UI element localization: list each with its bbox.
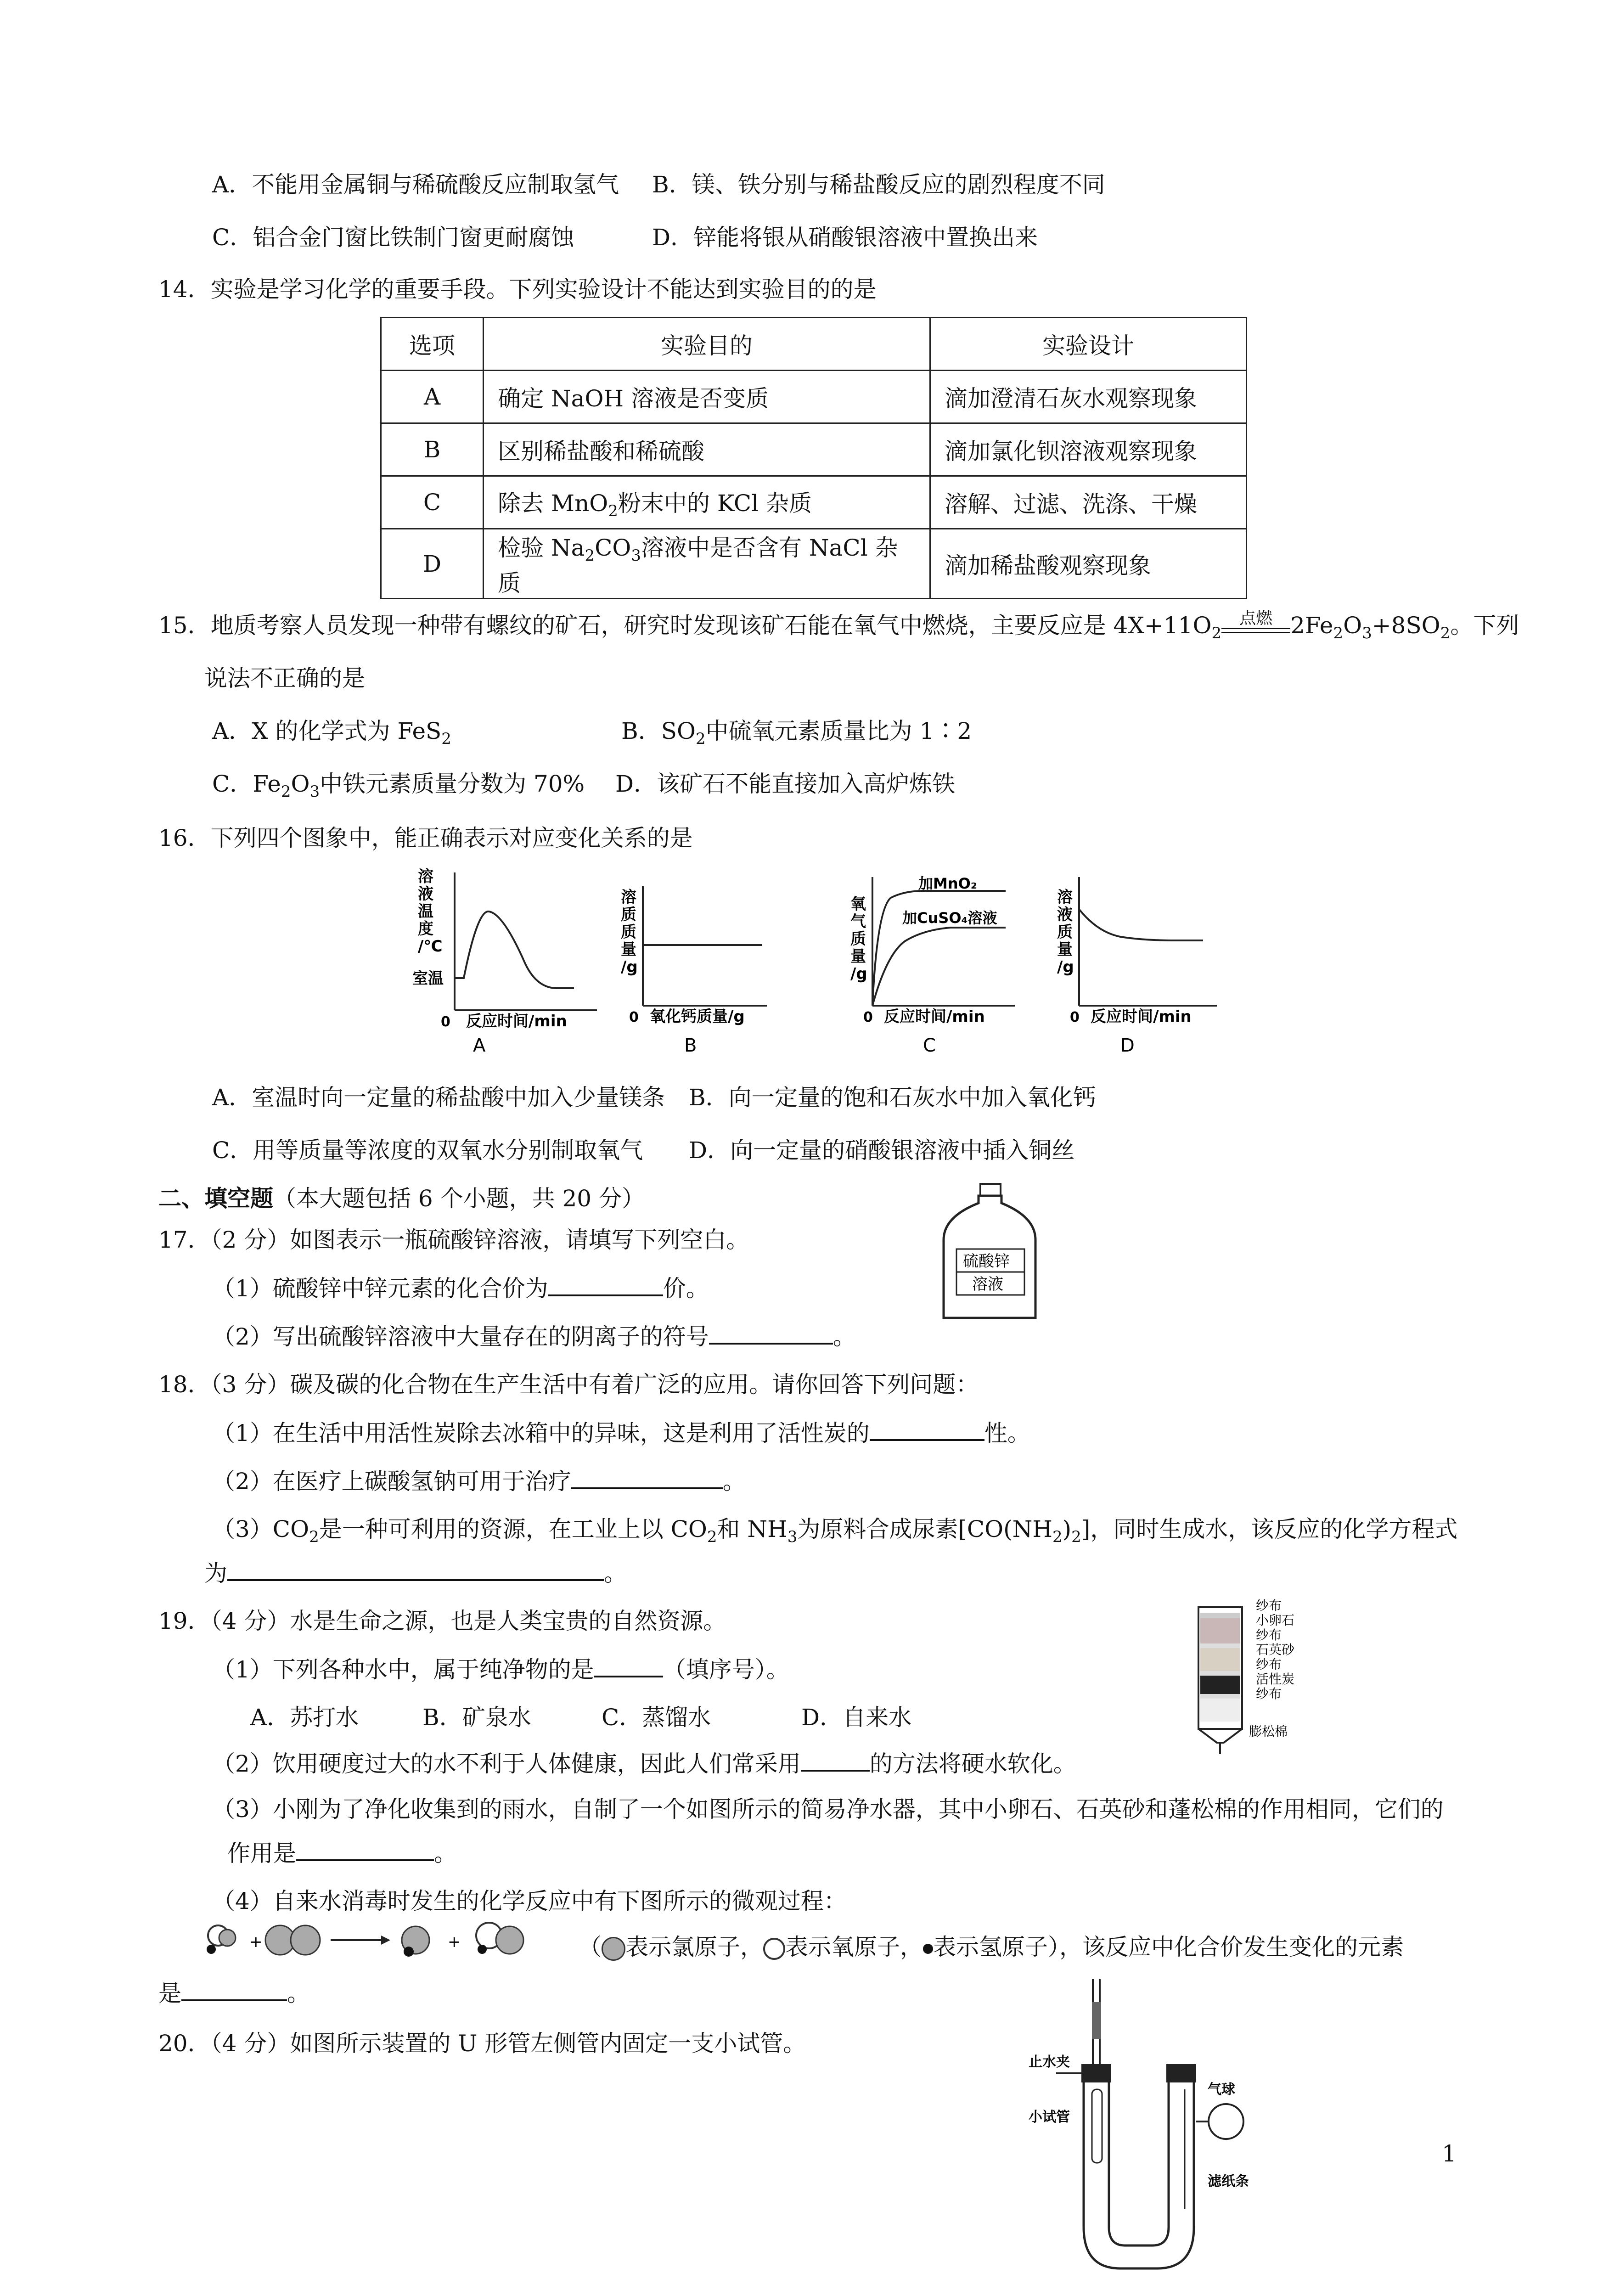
section-heading: 二、填空题	[158, 1185, 273, 1212]
q19-part2-text: （2）饮用硬度过大的水不利于人体健康，因此人们常采用	[212, 1750, 801, 1777]
graph-b-label: B	[684, 1035, 697, 1056]
option-text: C．Fe	[212, 771, 281, 797]
q13-option-d: D．锌能将银从硝酸银溶液中置换出来	[652, 224, 1038, 251]
subscript: 2	[1333, 624, 1344, 642]
graph-a	[404, 863, 597, 1056]
q14-stem: 14．实验是学习化学的重要手段。下列实验设计不能达到实验目的的是	[158, 276, 877, 303]
water-filter-figure	[1189, 1598, 1336, 1759]
q18-part3-text: 为	[204, 1560, 227, 1587]
graph-c	[831, 863, 1042, 1056]
q18-part3-text: 。	[604, 1560, 627, 1587]
table-row	[381, 371, 1247, 423]
graph-d-xlabel: 反应时间/min	[1091, 1007, 1192, 1026]
legend-text: 表示氢原子），该反应中化合价发生变化的元素	[933, 1934, 1404, 1960]
q17-part2	[212, 1322, 856, 1351]
graph-c-curve1-label: 加MnO₂	[918, 875, 977, 892]
answer-blank[interactable]	[709, 1322, 833, 1345]
chlorine-atom	[496, 1926, 523, 1954]
filter-label-gauze-4: 纱布	[1256, 1686, 1282, 1701]
subscript: 2	[1071, 1528, 1081, 1546]
filter-label-gauze-1: 纱布	[1256, 1598, 1282, 1613]
graph-b-ylabel-3: 质	[621, 923, 636, 941]
answer-blank[interactable]	[296, 1839, 434, 1861]
subscript: 2	[1440, 624, 1451, 642]
hydrogen-atom	[207, 1945, 216, 1954]
subscript: 2	[1052, 1528, 1063, 1546]
oxygen-atom-icon	[763, 1938, 785, 1960]
q18-part3-text: （3）CO	[212, 1516, 309, 1542]
table-cell-design: 滴加稀盐酸观察现象	[930, 529, 1247, 599]
q17-part2-text: （2）写出硫酸锌溶液中大量存在的阴离子的符号	[212, 1323, 709, 1350]
table-cell-design: 滴加氯化钡溶液观察现象	[930, 423, 1247, 476]
q13-option-a: A．不能用金属铜与稀硫酸反应制取氢气	[212, 171, 619, 198]
reaction-arrow-head	[381, 1936, 390, 1945]
subscript: 3	[631, 546, 641, 565]
graph-d-ylabel-2: 液	[1057, 906, 1073, 924]
subscript: 3	[1362, 624, 1372, 642]
reaction-condition: 点燃	[1239, 609, 1273, 628]
q18-part3-text: 为原料合成尿素[CO(NH	[797, 1516, 1053, 1542]
q16-option-a: A．室温时向一定量的稀盐酸中加入少量镁条	[212, 1084, 665, 1111]
label-clamp: 止水夹	[1029, 2054, 1070, 2070]
table-cell-aim	[484, 529, 930, 599]
graph-b-ylabel-2: 质	[621, 906, 636, 924]
table-cell-option: C	[381, 476, 484, 529]
q19-part1-text: （1）下列各种水中，属于纯净物的是	[212, 1656, 594, 1683]
graph-b-ylabel-1: 溶	[621, 888, 636, 906]
graph-c-origin: 0	[863, 1009, 873, 1025]
q15-stem-line2: 说法不正确的是	[204, 665, 365, 692]
option-text: 中硫氧元素质量比为 1∶2	[705, 718, 972, 744]
graph-a-origin: 0	[441, 1014, 450, 1030]
table-cell-design: 溶解、过滤、洗涤、干燥	[930, 476, 1247, 529]
q18-part2-text: （2）在医疗上碳酸氢钠可用于治疗	[212, 1468, 571, 1495]
q16-stem: 16．下列四个图象中，能正确表示对应变化关系的是	[158, 825, 693, 851]
table-header-option: 选项	[381, 318, 484, 371]
q13-option-c: C．铝合金门窗比铁制门窗更耐腐蚀	[212, 224, 574, 251]
q19-option-c: C．蒸馏水	[602, 1704, 711, 1731]
graph-d-ylabel-3: 质	[1057, 923, 1073, 941]
chlorine-atom	[219, 1930, 236, 1946]
q19-part3-text: 作用是	[227, 1840, 296, 1867]
q19-part2-text: 的方法将硬水软化。	[869, 1750, 1076, 1777]
graph-d-label: D	[1120, 1035, 1135, 1056]
graph-b-xlabel: 氧化钙质量/g	[650, 1007, 745, 1026]
subscript: 2	[696, 730, 706, 748]
q19-part4-line2	[158, 1979, 310, 2007]
filter-label-gauze-3: 纱布	[1256, 1657, 1282, 1672]
option-text: 中铁元素质量分数为 70%	[320, 771, 585, 797]
q16-option-b: B．向一定量的饱和石灰水中加入氧化钙	[689, 1084, 1096, 1111]
q19-option-a: A．苏打水	[250, 1704, 359, 1731]
bottle-figure	[934, 1180, 1045, 1327]
bottle-label-bottom: 溶液	[972, 1275, 1003, 1294]
graph-b-ylabel-4: 量	[621, 940, 636, 959]
reaction-arrow	[1221, 609, 1290, 633]
q15-option-b	[621, 717, 972, 753]
molecule-reaction-diagram	[193, 1919, 560, 1975]
q20-stem: 20．（4 分）如图所示装置的 U 形管左侧管内固定一支小试管。	[158, 2030, 806, 2057]
aim-text: CO	[595, 535, 631, 561]
q18-stem: 18．（3 分）碳及碳的化合物在生产生活中有着广泛的应用。请你回答下列问题：	[158, 1371, 979, 1398]
answer-blank[interactable]	[571, 1467, 723, 1489]
aim-text: 溶液中是否含有 NaCl 杂质	[498, 535, 898, 597]
page-number: 1	[1442, 2140, 1457, 2167]
subscript: 2	[309, 1528, 319, 1546]
q19-part2	[212, 1750, 1076, 1778]
q15-stem-text: +8SO	[1372, 612, 1440, 639]
answer-blank[interactable]	[181, 1979, 287, 2001]
q19-part4: （4）自来水消毒时发生的化学反应中有下图所示的微观过程：	[212, 1888, 847, 1914]
chlorine-atom-icon	[602, 1937, 625, 1961]
q17-part1	[212, 1274, 709, 1302]
graph-b	[602, 863, 794, 1056]
q18-part3-line2	[204, 1559, 627, 1587]
answer-blank[interactable]	[801, 1750, 870, 1772]
label-balloon: 气球	[1208, 2082, 1235, 2098]
q17-stem: 17．（2 分）如图表示一瓶硫酸锌溶液，请填写下列空白。	[158, 1227, 749, 1253]
legend-text: （	[579, 1934, 602, 1960]
subscript: 2	[441, 730, 451, 748]
q19-stem: 19．（4 分）水是生命之源，也是人类宝贵的自然资源。	[158, 1608, 726, 1634]
graph-a-room-label: 室温	[412, 969, 444, 988]
subscript: 2	[281, 782, 291, 801]
filter-label-gauze-2: 纱布	[1256, 1627, 1282, 1643]
label-filter-paper: 滤纸条	[1208, 2173, 1249, 2189]
aim-text: 除去 MnO	[498, 490, 608, 517]
aim-text: 检验 Na	[498, 535, 585, 561]
graph-a-xlabel: 反应时间/min	[466, 1012, 567, 1030]
q14-table	[380, 317, 1247, 599]
label-test-tube: 小试管	[1029, 2109, 1070, 2125]
subscript: 3	[787, 1528, 798, 1546]
graph-a-ylabel-5: /℃	[418, 937, 443, 956]
aim-text: 区别稀盐酸和稀硫酸	[498, 438, 704, 465]
table-cell-aim	[484, 423, 930, 476]
legend-text: 表示氯原子，	[625, 1934, 763, 1960]
q15-option-c	[212, 770, 585, 805]
filter-label-activated-carbon: 活性炭	[1256, 1671, 1295, 1687]
q15-stem-text: 2Fe	[1290, 612, 1333, 639]
graph-b-origin: 0	[629, 1009, 639, 1025]
graph-d-ylabel-5: /g	[1057, 958, 1074, 976]
answer-blank[interactable]	[870, 1419, 984, 1441]
graph-d	[1038, 863, 1231, 1056]
q18-part3	[212, 1515, 1457, 1551]
answer-blank[interactable]	[227, 1559, 604, 1581]
q18-part2	[212, 1467, 746, 1495]
q19-option-d: D．自来水	[801, 1704, 912, 1731]
table-row	[381, 423, 1247, 476]
q15-stem	[158, 609, 1519, 647]
graph-c-ylabel-3: 质	[850, 930, 866, 948]
q19-part1-text: （填序号）。	[663, 1656, 789, 1683]
option-text: B．SO	[621, 718, 696, 744]
q19-part3-text: 。	[434, 1840, 457, 1867]
q18-part3-text: 是一种可利用的资源，在工业上以 CO	[319, 1516, 707, 1542]
section-title	[158, 1185, 645, 1212]
q19-part3-line2	[227, 1839, 457, 1867]
graph-a-ylabel-1: 溶	[418, 867, 433, 886]
q13-option-b: B．镁、铁分别与稀盐酸反应的剧烈程度不同	[652, 171, 1105, 198]
table-header-design: 实验设计	[930, 318, 1247, 371]
q17-part2-text: 。	[832, 1323, 856, 1350]
q18-part3-text: )	[1062, 1516, 1072, 1542]
q16-option-c: C．用等质量等浓度的双氧水分别制取氧气	[212, 1137, 643, 1164]
q15-option-d: D．该矿石不能直接加入高炉炼铁	[615, 771, 956, 797]
plus-sign: +	[448, 1933, 461, 1951]
q18-part2-text: 。	[722, 1468, 746, 1495]
graph-a-ylabel-3: 温	[418, 902, 433, 921]
q17-part1-text: （1）硫酸锌中锌元素的化合价为	[212, 1275, 548, 1302]
graph-a-ylabel-4: 度	[418, 920, 433, 938]
q19-part3: （3）小刚为了净化收集到的雨水，自制了一个如图所示的简易净水器，其中小卵石、石英砂和蓬松棉的作用相同，它们的	[212, 1796, 1444, 1823]
table-row	[381, 476, 1247, 529]
graph-c-curve2-label: 加CuSO₄溶液	[902, 909, 997, 927]
q18-part1-text: （1）在生活中用活性炭除去冰箱中的异味，这是利用了活性炭的	[212, 1420, 870, 1446]
q15-option-a	[212, 717, 451, 753]
filter-label-cotton: 膨松棉	[1249, 1724, 1288, 1739]
subscript: 3	[309, 782, 320, 801]
table-cell-option: A	[381, 371, 484, 423]
q18-part3-text: ]，同时生成水，该反应的化学方程式	[1081, 1516, 1458, 1542]
option-text: O	[291, 771, 310, 797]
subscript: 2	[608, 501, 618, 520]
q16-option-d: D．向一定量的硝酸银溶液中插入铜丝	[689, 1137, 1075, 1164]
q18-part1	[212, 1419, 1030, 1447]
section-note: （本大题包括 6 个小题，共 20 分）	[273, 1185, 645, 1212]
aim-text: 确定 NaOH 溶液是否变质	[498, 385, 769, 412]
bottle-label-top: 硫酸锌	[963, 1252, 1010, 1271]
q18-part3-text: 和 NH	[717, 1516, 788, 1542]
filter-label-quartz-sand: 石英砂	[1256, 1642, 1295, 1657]
answer-blank[interactable]	[548, 1274, 663, 1296]
graph-c-ylabel-4: 量	[850, 947, 866, 966]
subscript: 2	[707, 1528, 717, 1546]
table-row	[381, 529, 1247, 599]
q15-stem-text: O	[1343, 612, 1362, 639]
subscript: 2	[585, 546, 595, 565]
aim-text: 粉末中的 KCl 杂质	[618, 490, 812, 517]
graph-c-ylabel-1: 氧	[850, 895, 866, 913]
q19-legend	[579, 1933, 1404, 1961]
q19-part1	[212, 1655, 789, 1683]
filter-label-pebble: 小卵石	[1256, 1613, 1295, 1628]
plus-sign: +	[249, 1933, 263, 1951]
table-cell-option: B	[381, 423, 484, 476]
legend-text: 表示氧原子，	[785, 1934, 923, 1960]
table-header-row	[381, 318, 1247, 371]
hydrogen-atom	[404, 1947, 414, 1957]
graph-b-ylabel-5: /g	[621, 958, 638, 976]
q18-part1-text: 性。	[984, 1420, 1030, 1446]
chlorine-atom	[291, 1925, 320, 1955]
q17-part1-text: 价。	[663, 1275, 709, 1302]
graph-a-label: A	[473, 1035, 486, 1056]
graph-c-label: C	[923, 1035, 936, 1056]
graph-c-xlabel: 反应时间/min	[884, 1007, 985, 1026]
q19-part4-text: 是	[158, 1980, 181, 2007]
graph-c-ylabel-2: 气	[850, 912, 866, 931]
q15-stem-text: 。下列	[1450, 612, 1519, 639]
table-cell-aim	[484, 371, 930, 423]
q19-part4-text: 。	[287, 1980, 310, 2007]
graph-d-origin: 0	[1070, 1009, 1080, 1025]
table-cell-option: D	[381, 529, 484, 599]
option-text: A．X 的化学式为 FeS	[212, 718, 442, 744]
subscript: 2	[1211, 624, 1222, 642]
answer-blank[interactable]	[594, 1655, 663, 1677]
q15-stem-text: 15．地质考察人员发现一种带有螺纹的矿石，研究时发现该矿石能在氧气中燃烧，主要反应是 4X+11O	[158, 612, 1212, 639]
graph-d-ylabel-4: 量	[1057, 940, 1073, 959]
table-header-aim: 实验目的	[484, 318, 930, 371]
u-tube-apparatus-figure	[1029, 1970, 1286, 2282]
graph-d-ylabel-1: 溶	[1057, 888, 1073, 906]
graph-a-ylabel-2: 液	[418, 885, 433, 903]
table-cell-design: 滴加澄清石灰水观察现象	[930, 371, 1247, 423]
hydrogen-atom	[478, 1945, 487, 1954]
graph-c-ylabel-5: /g	[850, 965, 867, 983]
q19-option-b: B．矿泉水	[422, 1704, 531, 1731]
table-cell-aim	[484, 476, 930, 529]
hydrogen-atom-icon	[923, 1944, 933, 1954]
